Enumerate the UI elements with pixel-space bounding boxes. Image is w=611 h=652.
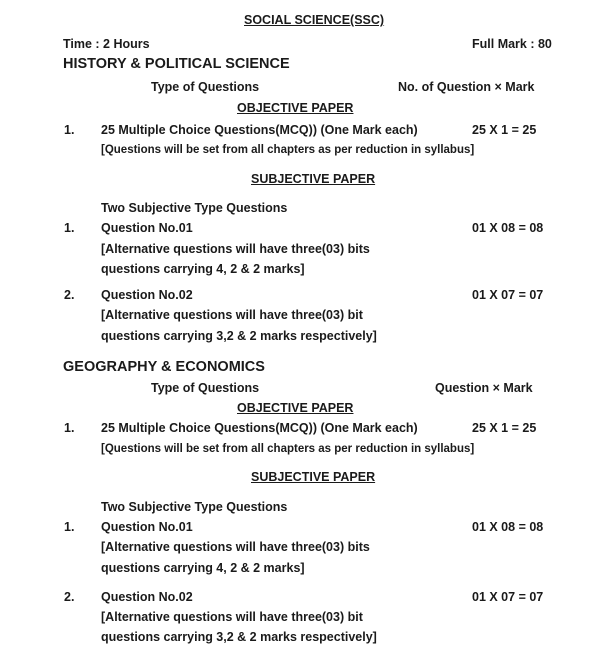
objective-item-text: 25 Multiple Choice Questions(MCQ)) (One Mark each)	[101, 123, 418, 137]
question-title: Question No.02	[101, 590, 193, 604]
question-title: Question No.01	[101, 520, 193, 534]
objective-note: [Questions will be set from all chapters as per reduction in syllabus]	[101, 144, 475, 156]
objective-item-mark: 25 X 1 = 25	[472, 421, 537, 435]
full-mark-label: Full Mark : 80	[472, 37, 552, 51]
subjective-intro: Two Subjective Type Questions	[101, 201, 288, 215]
subjective-intro: Two Subjective Type Questions	[101, 500, 288, 514]
time-label: Time : 2 Hours	[63, 37, 150, 51]
document-title: SOCIAL SCIENCE(SSC)	[244, 13, 385, 27]
type-of-questions-label: Type of Questions	[151, 80, 260, 94]
question-mark: 01 X 08 = 08	[472, 221, 544, 235]
question-mark: 01 X 07 = 07	[472, 288, 544, 302]
subjective-paper-heading: SUBJECTIVE PAPER	[251, 470, 376, 484]
mark-column-label: No. of Question × Mark	[398, 80, 535, 94]
mark-column-label: Question × Mark	[435, 381, 533, 395]
question-title: Question No.02	[101, 288, 193, 302]
objective-item-number: 1.	[64, 123, 75, 137]
question-number: 1.	[64, 221, 75, 235]
objective-item-number: 1.	[64, 421, 75, 435]
question-detail-line1: [Alternative questions will have three(03) bit	[101, 308, 363, 322]
question-detail-line2: questions carrying 4, 2 & 2 marks]	[101, 262, 305, 276]
question-detail-line2: questions carrying 3,2 & 2 marks respectively]	[101, 329, 377, 343]
type-of-questions-label: Type of Questions	[151, 381, 260, 395]
question-mark: 01 X 08 = 08	[472, 520, 544, 534]
question-number: 2.	[64, 288, 75, 302]
question-detail-line1: [Alternative questions will have three(03) bits	[101, 242, 370, 256]
section-title-geography: GEOGRAPHY & ECONOMICS	[63, 359, 265, 375]
section-title-history: HISTORY & POLITICAL SCIENCE	[63, 56, 290, 72]
objective-item-mark: 25 X 1 = 25	[472, 123, 537, 137]
question-detail-line2: questions carrying 3,2 & 2 marks respectively]	[101, 630, 377, 644]
objective-paper-heading: OBJECTIVE PAPER	[237, 101, 354, 115]
question-number: 1.	[64, 520, 75, 534]
question-detail-line1: [Alternative questions will have three(03) bit	[101, 610, 363, 624]
question-title: Question No.01	[101, 221, 193, 235]
question-detail-line1: [Alternative questions will have three(03) bits	[101, 540, 370, 554]
objective-item-text: 25 Multiple Choice Questions(MCQ)) (One Mark each)	[101, 421, 418, 435]
objective-paper-heading: OBJECTIVE PAPER	[237, 401, 354, 415]
question-number: 2.	[64, 590, 75, 604]
subjective-paper-heading: SUBJECTIVE PAPER	[251, 172, 376, 186]
question-detail-line2: questions carrying 4, 2 & 2 marks]	[101, 561, 305, 575]
objective-note: [Questions will be set from all chapters as per reduction in syllabus]	[101, 443, 475, 455]
question-mark: 01 X 07 = 07	[472, 590, 544, 604]
